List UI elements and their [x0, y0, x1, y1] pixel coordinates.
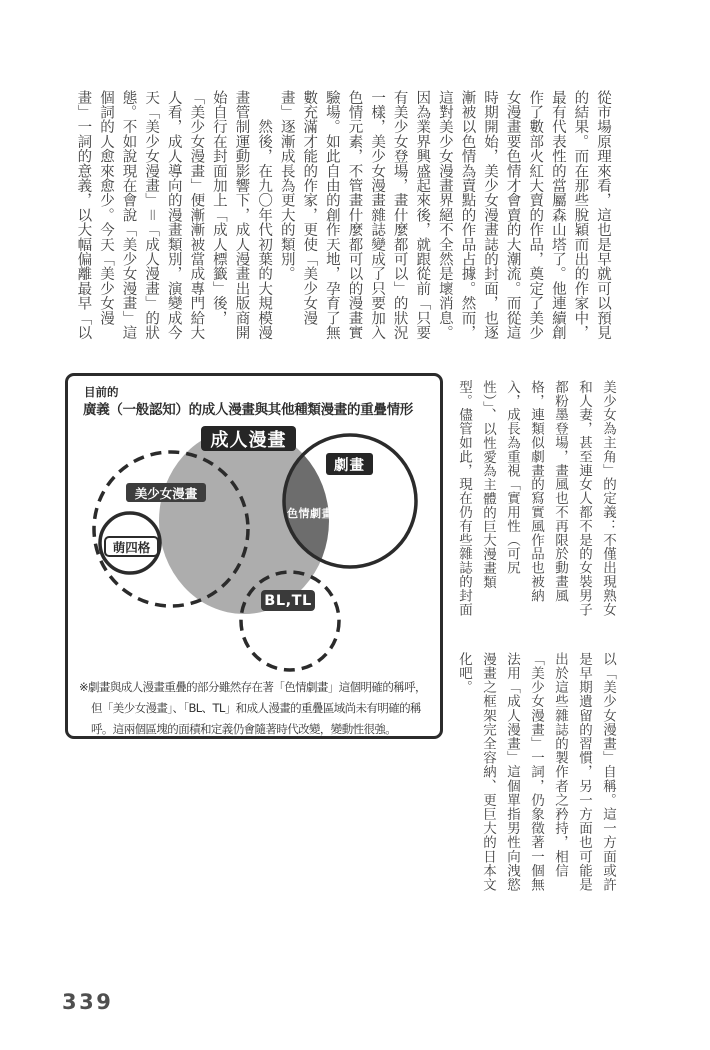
text-column: 是早期遺留的習慣，另一方面也可能是 [576, 652, 592, 892]
text-column: 畫管制運動影響下，成人漫畫出版商開 [233, 90, 250, 340]
diagram-footnote [79, 677, 437, 740]
text-column: 型。儘管如此，現在仍有些雜誌的封面 [456, 380, 472, 617]
text-column: 作了數部火紅大賣的作品，奠定了美少 [527, 90, 544, 340]
text-column: 人看，成人導向的漫畫類別，演變成今 [165, 90, 182, 340]
text-column: 「美少女漫畫」一詞，仍象徵著一個無 [528, 652, 544, 892]
text-column: 時期開始，美少女漫畫誌的封面，也逐 [482, 90, 499, 340]
text-column: 化吧。 [456, 652, 472, 695]
gekiga-label: 劇畫 [326, 453, 373, 475]
text-column: 法用「成人漫畫」這個單指男性向洩慾 [504, 652, 520, 892]
text-column: 然後，在九〇年代初葉的大規模漫 [256, 90, 273, 340]
text-column: 態。不如說現在會說「美少女漫畫」這 [120, 90, 137, 340]
text-column: 的結果。而在那些脫穎而出的作家中， [572, 90, 589, 340]
footnote-line: 呼。這兩個區塊的面積和定義仍會隨著時代改變，變動性很強。 [91, 722, 397, 736]
text-column: 畫」一詞的意義，以大幅偏離最早「以 [75, 90, 92, 340]
text-column: 美少女為主角」的定義：不僅出現熟女 [600, 380, 616, 617]
text-column: 個詞的人愈來愈少。今天「美少女漫 [97, 90, 114, 326]
article-top-block [72, 90, 614, 360]
article-right-lower-block [452, 652, 620, 902]
text-column: 「美少女漫畫」便漸漸被當成專門給大 [188, 90, 205, 340]
venn-diagram-panel [65, 373, 443, 739]
moe-4koma-label: 萌四格 [104, 536, 159, 557]
adult-manga-label: 成人漫畫 [201, 426, 296, 451]
ero-gekiga-label: 色情劇畫 [287, 507, 333, 520]
diagram-subtitle: 目前的 [84, 385, 119, 399]
text-column: 因為業界興盛起來後，就跟從前「只要 [414, 90, 431, 340]
text-column: 性）」、以性愛為主體的巨大漫畫類 [480, 380, 496, 589]
footnote-line: ※劇畫與成人漫畫重疊的部分雖然存在著「色情劇畫」這個明確的稱呼， [79, 680, 426, 694]
text-column: 這對美少女漫畫界絕不全然是壞消息。 [436, 90, 453, 340]
text-column: 畫」逐漸成長為更大的類別。 [278, 90, 295, 282]
text-column: 一樣，美少女漫畫雜誌變成了只要加入 [369, 90, 386, 340]
text-column: 漫畫之框架完全容納、更巨大的日本文 [480, 652, 496, 892]
text-column: 出於這些雜誌的製作者之矜持，相信 [552, 652, 568, 878]
diagram-title: 廣義（一般認知）的成人漫畫與其他種類漫畫的重疊情形 [83, 402, 413, 418]
text-column: 始自行在封面加上「成人標籤」後， [210, 90, 227, 326]
text-column: 和人妻，甚至連女人都不是的女裝男子 [576, 380, 592, 617]
text-column: 天「美少女漫畫」＝「成人漫畫」的狀 [143, 90, 160, 340]
text-column: 女漫畫要色情才會賣的大潮流。而從這 [504, 90, 521, 340]
text-column: 數充滿才能的作家，更使「美少女漫 [301, 90, 318, 326]
text-column: 驗場。如此自由的創作天地，孕育了無 [323, 90, 340, 340]
text-column: 格，連類似劇畫的寫實風作品也被納 [528, 380, 544, 603]
bishoujo-manga-label: 美少女漫畫 [126, 483, 206, 502]
text-column: 色情元素，不管畫什麼都可以的漫畫實 [346, 90, 363, 340]
text-column: 入，成長為重視「實用性（可尻 [504, 380, 520, 575]
footnote-line: 但「美少女漫畫」、「BL、TL」和成人漫畫的重疊區域尚未有明確的稱 [91, 701, 421, 715]
text-column: 以「美少女漫畫」自稱。這一方面或許 [600, 652, 616, 892]
text-column: 漸被以色情為賣點的作品占據。然而， [459, 90, 476, 340]
text-column: 都粉墨登場，畫風也不再限於動畫風 [552, 380, 568, 603]
article-right-upper-block [452, 380, 620, 645]
text-column: 從市場原理來看，這也是早就可以預見 [595, 90, 611, 340]
text-column: 有美少女登場，畫什麼都可以」的狀況 [391, 90, 408, 340]
bltl-label: BL,TL [261, 590, 315, 611]
page-number: 339 [62, 990, 114, 1014]
text-column: 最有代表性的當屬森山塔了。他連續創 [549, 90, 566, 340]
